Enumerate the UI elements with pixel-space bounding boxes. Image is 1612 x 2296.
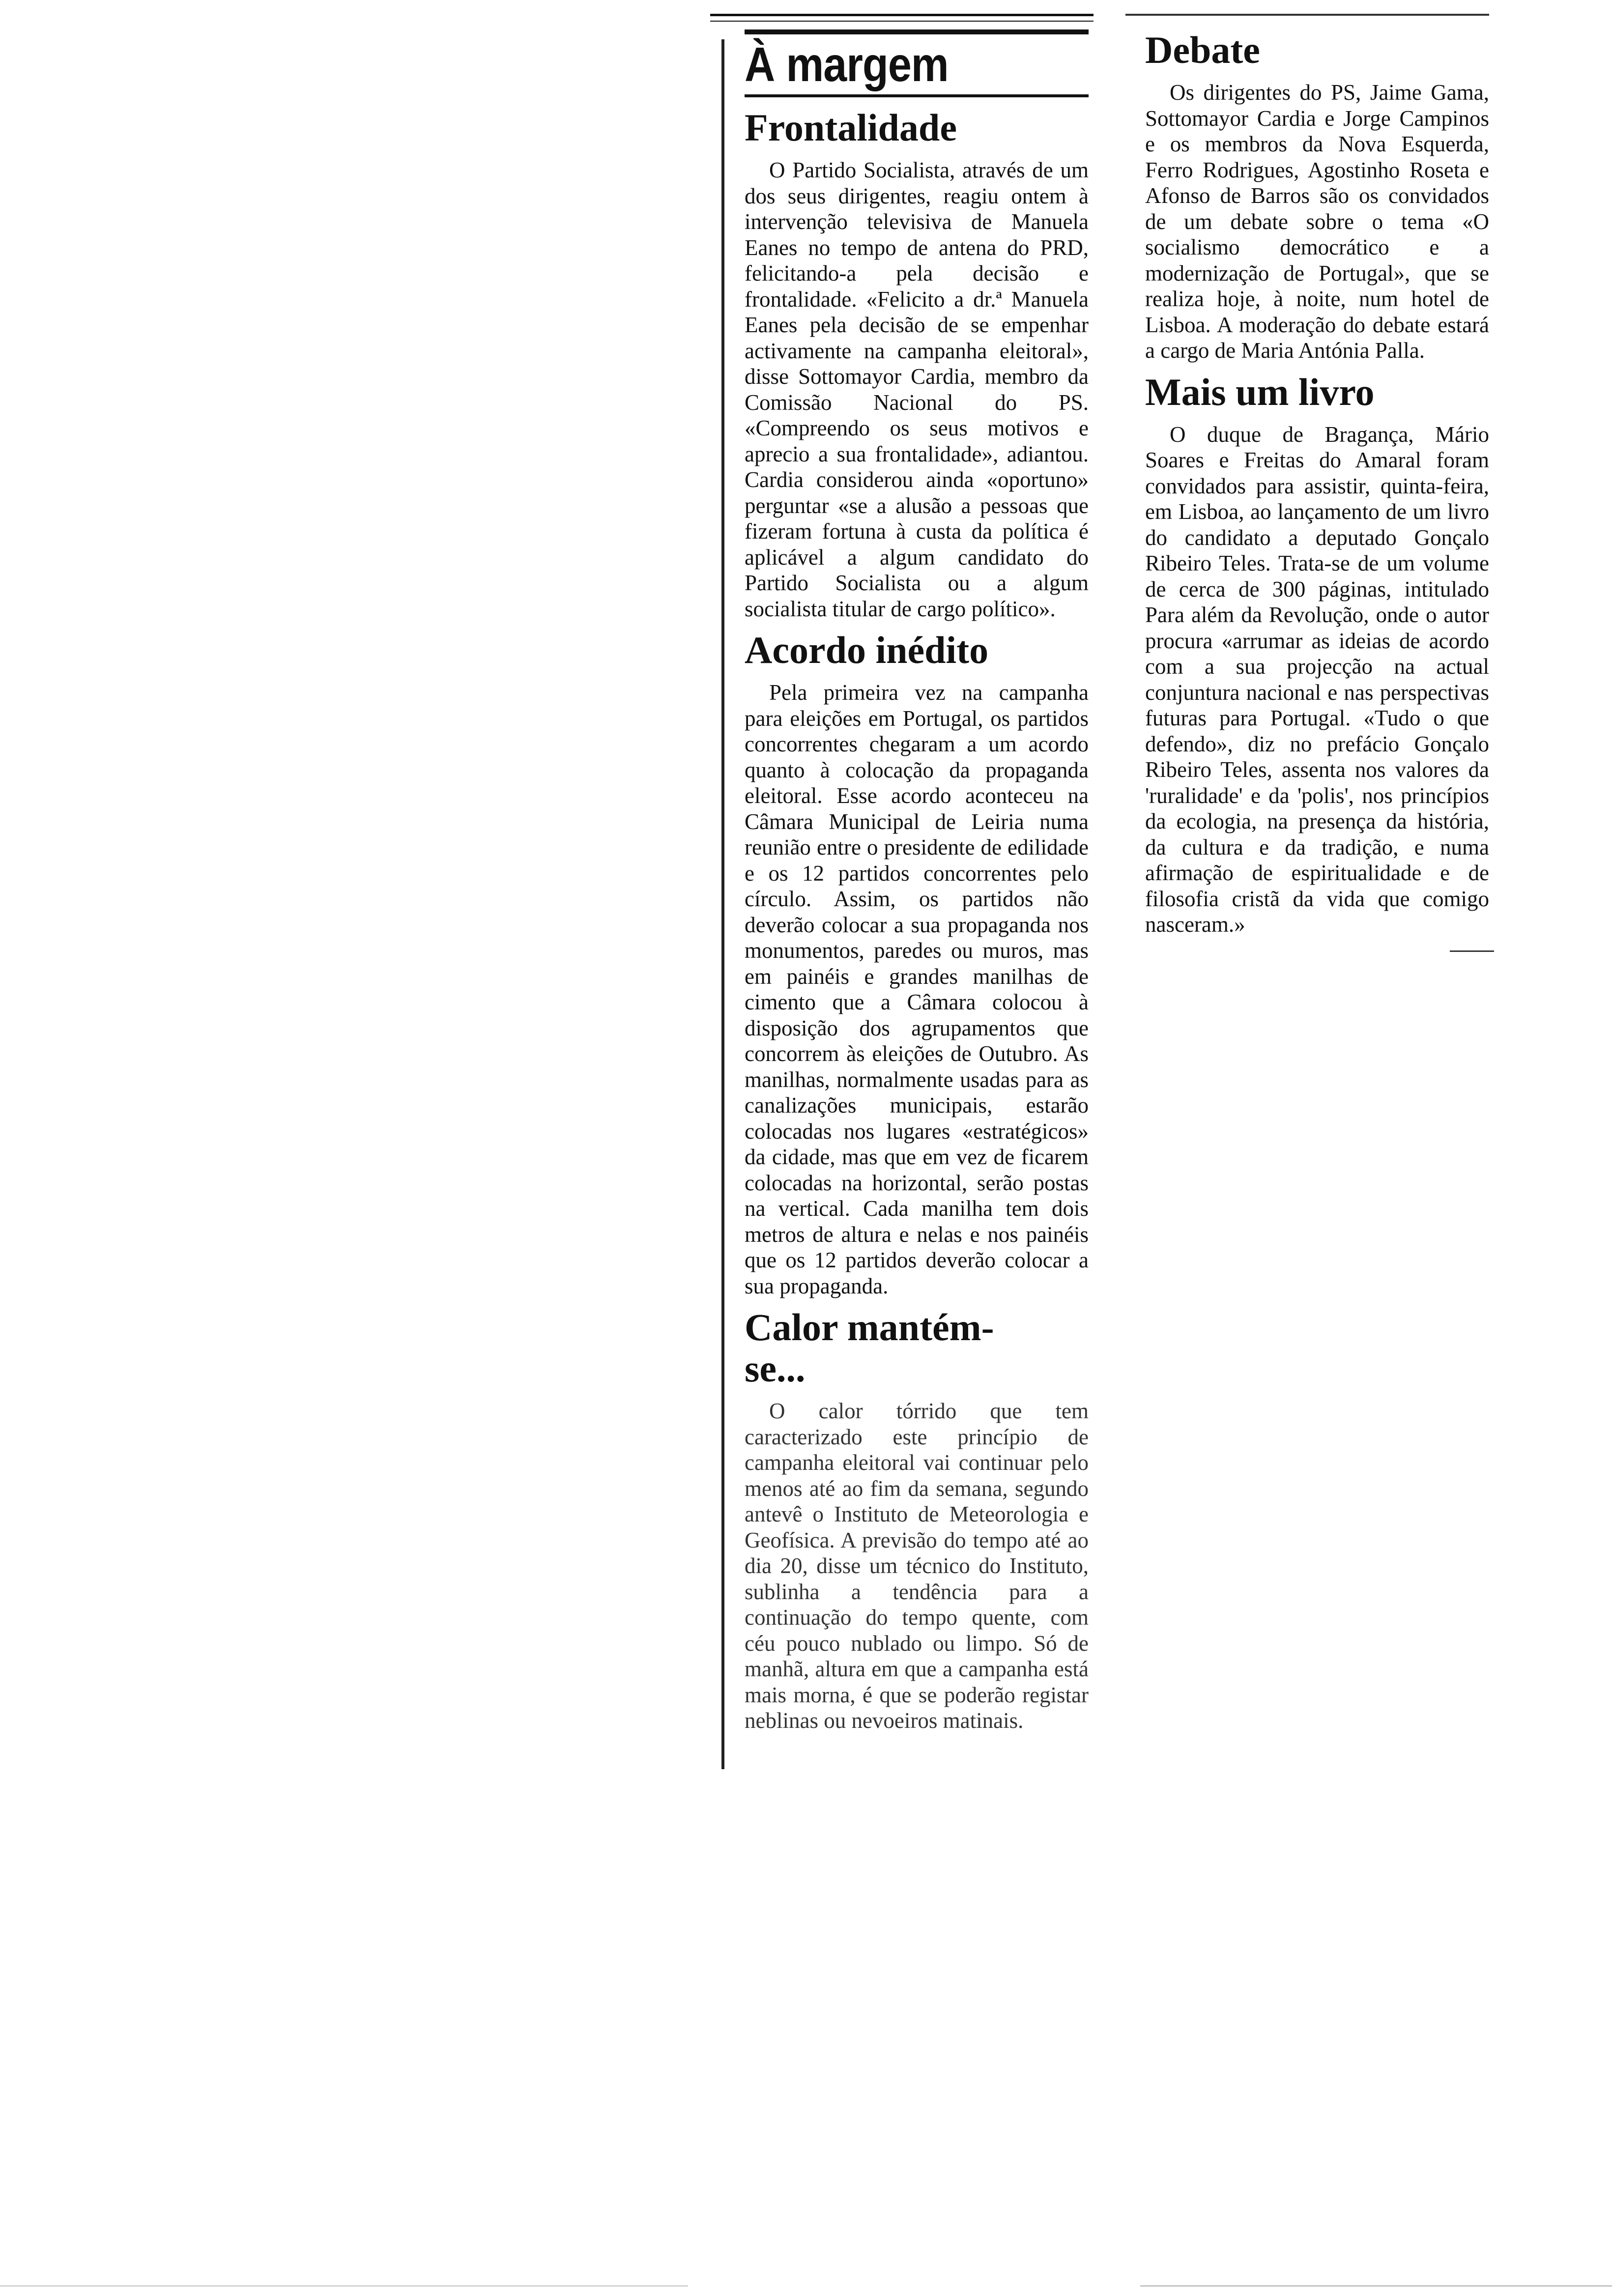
section-title: À margem (745, 37, 949, 91)
scan-edge-noise-right (1140, 2285, 1612, 2287)
headline-frontalidade: Frontalidade (745, 106, 957, 149)
left-column (745, 29, 1089, 1742)
article-body-debate: Os dirigentes do PS, Jaime Gama, Sottomayor Cardia e Jorge Campinos e os membros da Nova Esquerda, Ferro Rodrigues, Agostinho Roseta e Afonso de Barros são os convidados de um debate sobre o tema «O socialismo democrático e a modernização de Portugal», que se realiza hoje, à noite, num hotel de Lisboa. A moderação do debate estará a cargo de Maria Antónia Palla. (1145, 80, 1489, 363)
article-acordo-inedito (745, 630, 1089, 1299)
headline-mais-um-livro: Mais um livro (1145, 370, 1375, 413)
section-header-box (745, 29, 1089, 91)
headline-debate: Debate (1145, 29, 1260, 71)
scan-edge-noise-left (0, 2285, 688, 2287)
article-debate (1145, 29, 1489, 364)
top-rule-left-thin (710, 21, 1094, 22)
section-title-underline (745, 94, 1089, 97)
right-column (1145, 29, 1489, 946)
article-body-calor: O calor tórrido que tem caracterizado este princípio de campanha eleitoral vai continuar pelo menos até ao fim da semana, segundo antevê o Instituto de Meteorologia e Geofísica. A previsão do tempo até ao dia 20, disse um técnico do Instituto, sublinha a tendência para a continuação do tempo quente, com céu pouco nublado ou limpo. Só de manhã, altura em que a campanha está mais morna, é que se poderão registar neblinas ou nevoeiros matinais. (745, 1399, 1089, 1733)
column-left-border (721, 39, 724, 1769)
article-body-acordo-inedito: Pela primeira vez na campanha para eleições em Portugal, os partidos concorrentes chegaram a um acordo quanto à colocação da propaganda eleitoral. Esse acordo aconteceu na Câmara Municipal de Leiria numa reunião entre o presidente de edilidade e os 12 partidos concorrentes pelo círculo. Assim, os partidos não deverão colocar a sua propaganda nos monumentos, paredes ou muros, mas em painéis e grandes manilhas de cimento que a Câmara colocou à disposição dos agrupamentos que concorrem às eleições de Outubro. As manilhas, normalmente usadas para as canalizações municipais, estarão colocadas nos lugares «estratégicos» da cidade, mas que em vez de ficarem colocadas na horizontal, serão postas na vertical. Cada manilha tem dois metros de altura e nelas e nos painéis que os 12 partidos deverão colocar a sua propaganda. (745, 680, 1089, 1298)
headline-calor: Calor mantém-se... (745, 1306, 994, 1390)
article-frontalidade (745, 107, 1089, 622)
top-rule-right (1125, 14, 1489, 16)
top-rule-left (710, 14, 1094, 16)
headline-acordo-inedito: Acordo inédito (745, 629, 989, 671)
article-body-frontalidade: O Partido Socialista, através de um dos seus dirigentes, reagiu ontem à intervenção televisiva de Manuela Eanes no tempo de antena do PRD, felicitando-a pela decisão e frontalidade. «Felicito a dr.ª Manuela Eanes pela decisão de se empenhar activamente na campanha eleitoral», disse Sottomayor Cardia, membro da Comissão Nacional do PS. «Compreendo os seus motivos e aprecio a sua frontalidade», adiantou. Cardia considerou ainda «oportuno» perguntar «se a alusão a pessoas que fizeram fortuna à custa da política é aplicável a algum candidato do Partido Socialista ou a algum socialista titular de cargo político». (745, 158, 1089, 621)
article-calor (745, 1307, 1089, 1734)
end-rule (1450, 950, 1494, 952)
article-mais-um-livro (1145, 372, 1489, 938)
article-body-mais-um-livro: O duque de Bragança, Mário Soares e Freitas do Amaral foram convidados para assistir, quinta-feira, em Lisboa, ao lançamento de um livro do candidato a deputado Gonçalo Ribeiro Teles. Trata-se de um volume de cerca de 300 páginas, intitulado Para além da Revolução, onde o autor procura «arrumar as ideias de acordo com a sua projecção na actual conjuntura nacional e nas perspectivas futuras para Portugal. «Tudo o que defendo», diz no prefácio Gonçalo Ribeiro Teles, assenta nos valores da 'ruralidade' e da 'polis', nos princípios da ecologia, na presença da história, da cultura e da tradição, e numa afirmação de espiritualidade e de filosofia cristã da vida que comigo nasceram.» (1145, 422, 1489, 937)
